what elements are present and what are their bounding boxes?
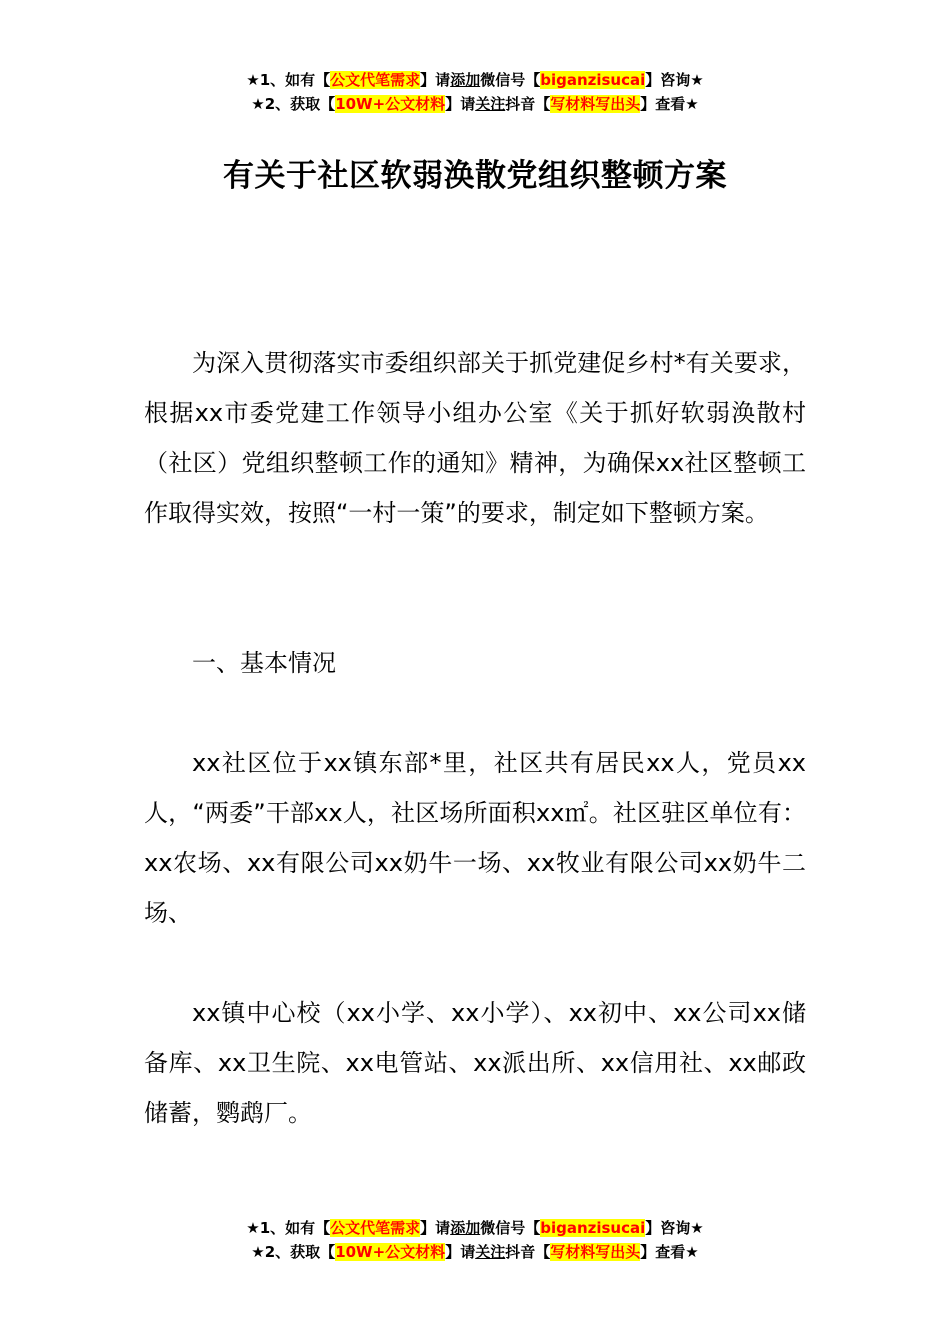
banner-line-1: ★1、如有【公文代笔需求】请添加微信号【biganzisucai】咨询★ [246,71,704,89]
section-heading-basic-info: 一、基本情况 [192,649,336,677]
highlight-wechat-id: biganzisucai [540,1219,646,1237]
highlight-service: 公文代笔需求 [330,1219,421,1237]
paragraph-units-list: xx镇中心校（xx小学、xx小学）、xx初中、xx公司xx储备库、xx卫生院、xx电管站、xx派出所、xx信用社、xx邮政储蓄，鹦鹉厂。 [144,999,806,1127]
banner-line-2: ★2、获取【10W+公文材料】请关注抖音【写材料写出头】查看★ [251,95,699,113]
highlight-wechat-id: biganzisucai [540,71,646,89]
highlight-douyin-id: 写材料写出头 [550,1243,641,1261]
highlight-materials: 10W+公文材料 [335,95,446,113]
highlight-service: 公文代笔需求 [330,71,421,89]
document-title: 有关于社区软弱涣散党组织整顿方案 [223,158,727,194]
highlight-materials: 10W+公文材料 [335,1243,446,1261]
banner-line-2: ★2、获取【10W+公文材料】请关注抖音【写材料写出头】查看★ [251,1243,699,1261]
footer-banner [0,1216,950,1264]
header-banner [0,68,950,116]
banner-line-1: ★1、如有【公文代笔需求】请添加微信号【biganzisucai】咨询★ [246,1219,704,1237]
paragraph-intro: 为深入贯彻落实市委组织部关于抓党建促乡村*有关要求，根据xx市委党建工作领导小组办公室《关于抓好软弱涣散村（社区）党组织整顿工作的通知》精神，为确保xx社区整顿工作取得实效，按照“一村一策”的要求，制定如下整顿方案。 [144,349,806,527]
highlight-douyin-id: 写材料写出头 [550,95,641,113]
paragraph-basic-info: xx社区位于xx镇东部*里，社区共有居民xx人，党员xx人，“两委”干部xx人，社区场所面积xx㎡。社区驻区单位有：xx农场、xx有限公司xx奶牛一场、xx牧业有限公司xx奶牛二场、 [144,749,806,927]
